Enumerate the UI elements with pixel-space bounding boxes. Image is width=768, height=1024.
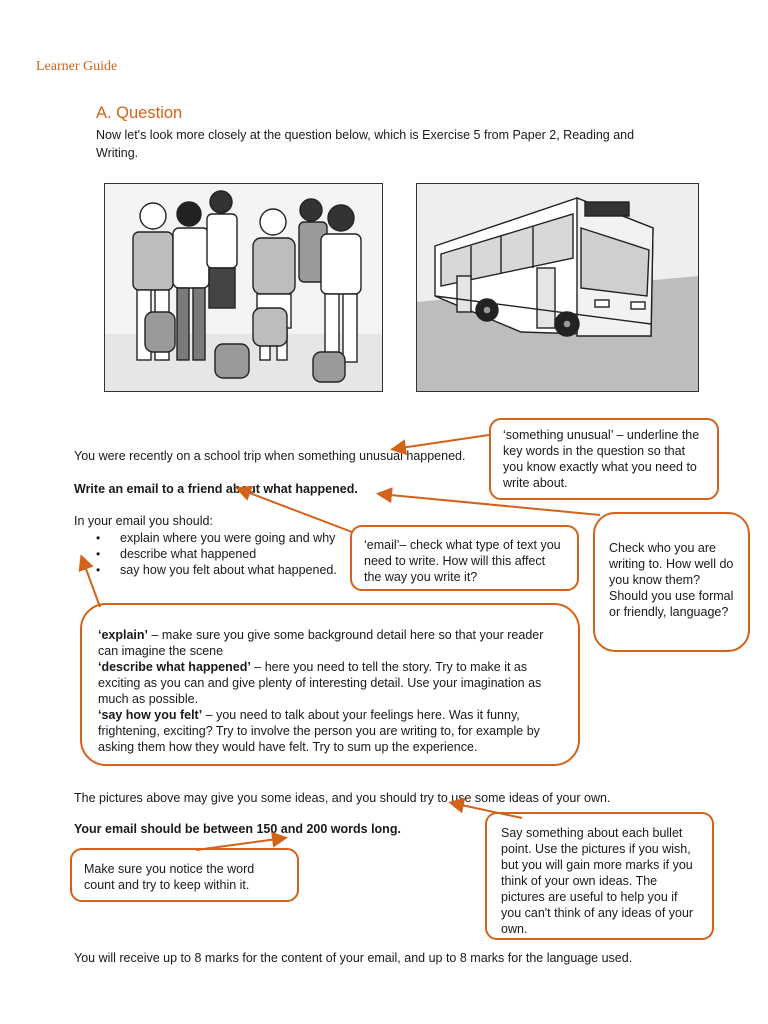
bullet-item: • explain where you were going and why <box>96 530 337 546</box>
explain-key: ‘explain’ <box>98 628 149 642</box>
section-title: A. Question <box>96 104 183 122</box>
pictures-line: The pictures above may give you some ideas, and you should try to use some ideas of your own. <box>74 791 611 805</box>
describe-text: – here you need to tell the story. Try to make it as exciting as you can and give plenty of interesting detail. Use your imagination as much as possible. <box>98 660 542 706</box>
marks-line: You will receive up to 8 marks for the content of your email, and up to 8 marks for the language used. <box>74 951 633 965</box>
bullet-item: • describe what happened <box>96 546 337 562</box>
explain-text: – make sure you give some background detail here so that your reader can imagine the scene <box>98 628 544 658</box>
felt-text: – you need to talk about your feelings here. Was it funny, frightening, exciting? Try to involve the person you are writing to, for example by asking them how they would have felt. Try to sum up the experience. <box>98 708 540 754</box>
callout-bullet-point-tip: Say something about each bullet point. Use the pictures if you wish, but you will gain more marks if you think of your own ideas. The pictures are useful to help you if you can't think of any ideas of your own. <box>485 812 714 940</box>
question-bullets <box>96 530 337 578</box>
students-picture <box>104 183 383 392</box>
question-line-1: You were recently on a school trip when something unusual happened. <box>74 449 466 463</box>
callout-word-count-tip: Make sure you notice the word count and try to keep within it. <box>70 848 299 902</box>
describe-note <box>98 659 562 707</box>
callout-email-type: ‘email’– check what type of text you need to write. How will this affect the way you write it? <box>350 525 579 591</box>
intro-text: Now let's look more closely at the question below, which is Exercise 5 from Paper 2, Reading and Writing. <box>96 128 635 160</box>
question-should-intro: In your email you should: <box>74 514 213 528</box>
callout-who-writing-to: Check who you are writing to. How well do you know them? Should you use formal or friendly, language? <box>593 512 750 652</box>
explain-note <box>98 627 562 659</box>
arrow-unusual <box>394 435 489 449</box>
callout-something-unusual: ‘something unusual’ – underline the key words in the question so that you know exactly what you need to write about. <box>489 418 719 500</box>
bullet-item: • say how you felt about what happened. <box>96 562 337 578</box>
learner-guide-header: Learner Guide <box>36 59 118 74</box>
describe-key: ‘describe what happened’ <box>98 660 251 674</box>
bus-picture <box>416 183 699 392</box>
felt-key: ‘say how you felt’ <box>98 708 203 722</box>
callout-bullet-explanations <box>80 603 580 766</box>
question-task: Write an email to a friend about what happened. <box>74 482 358 496</box>
felt-note <box>98 707 562 755</box>
word-count-line: Your email should be between 150 and 200 words long. <box>74 822 401 836</box>
